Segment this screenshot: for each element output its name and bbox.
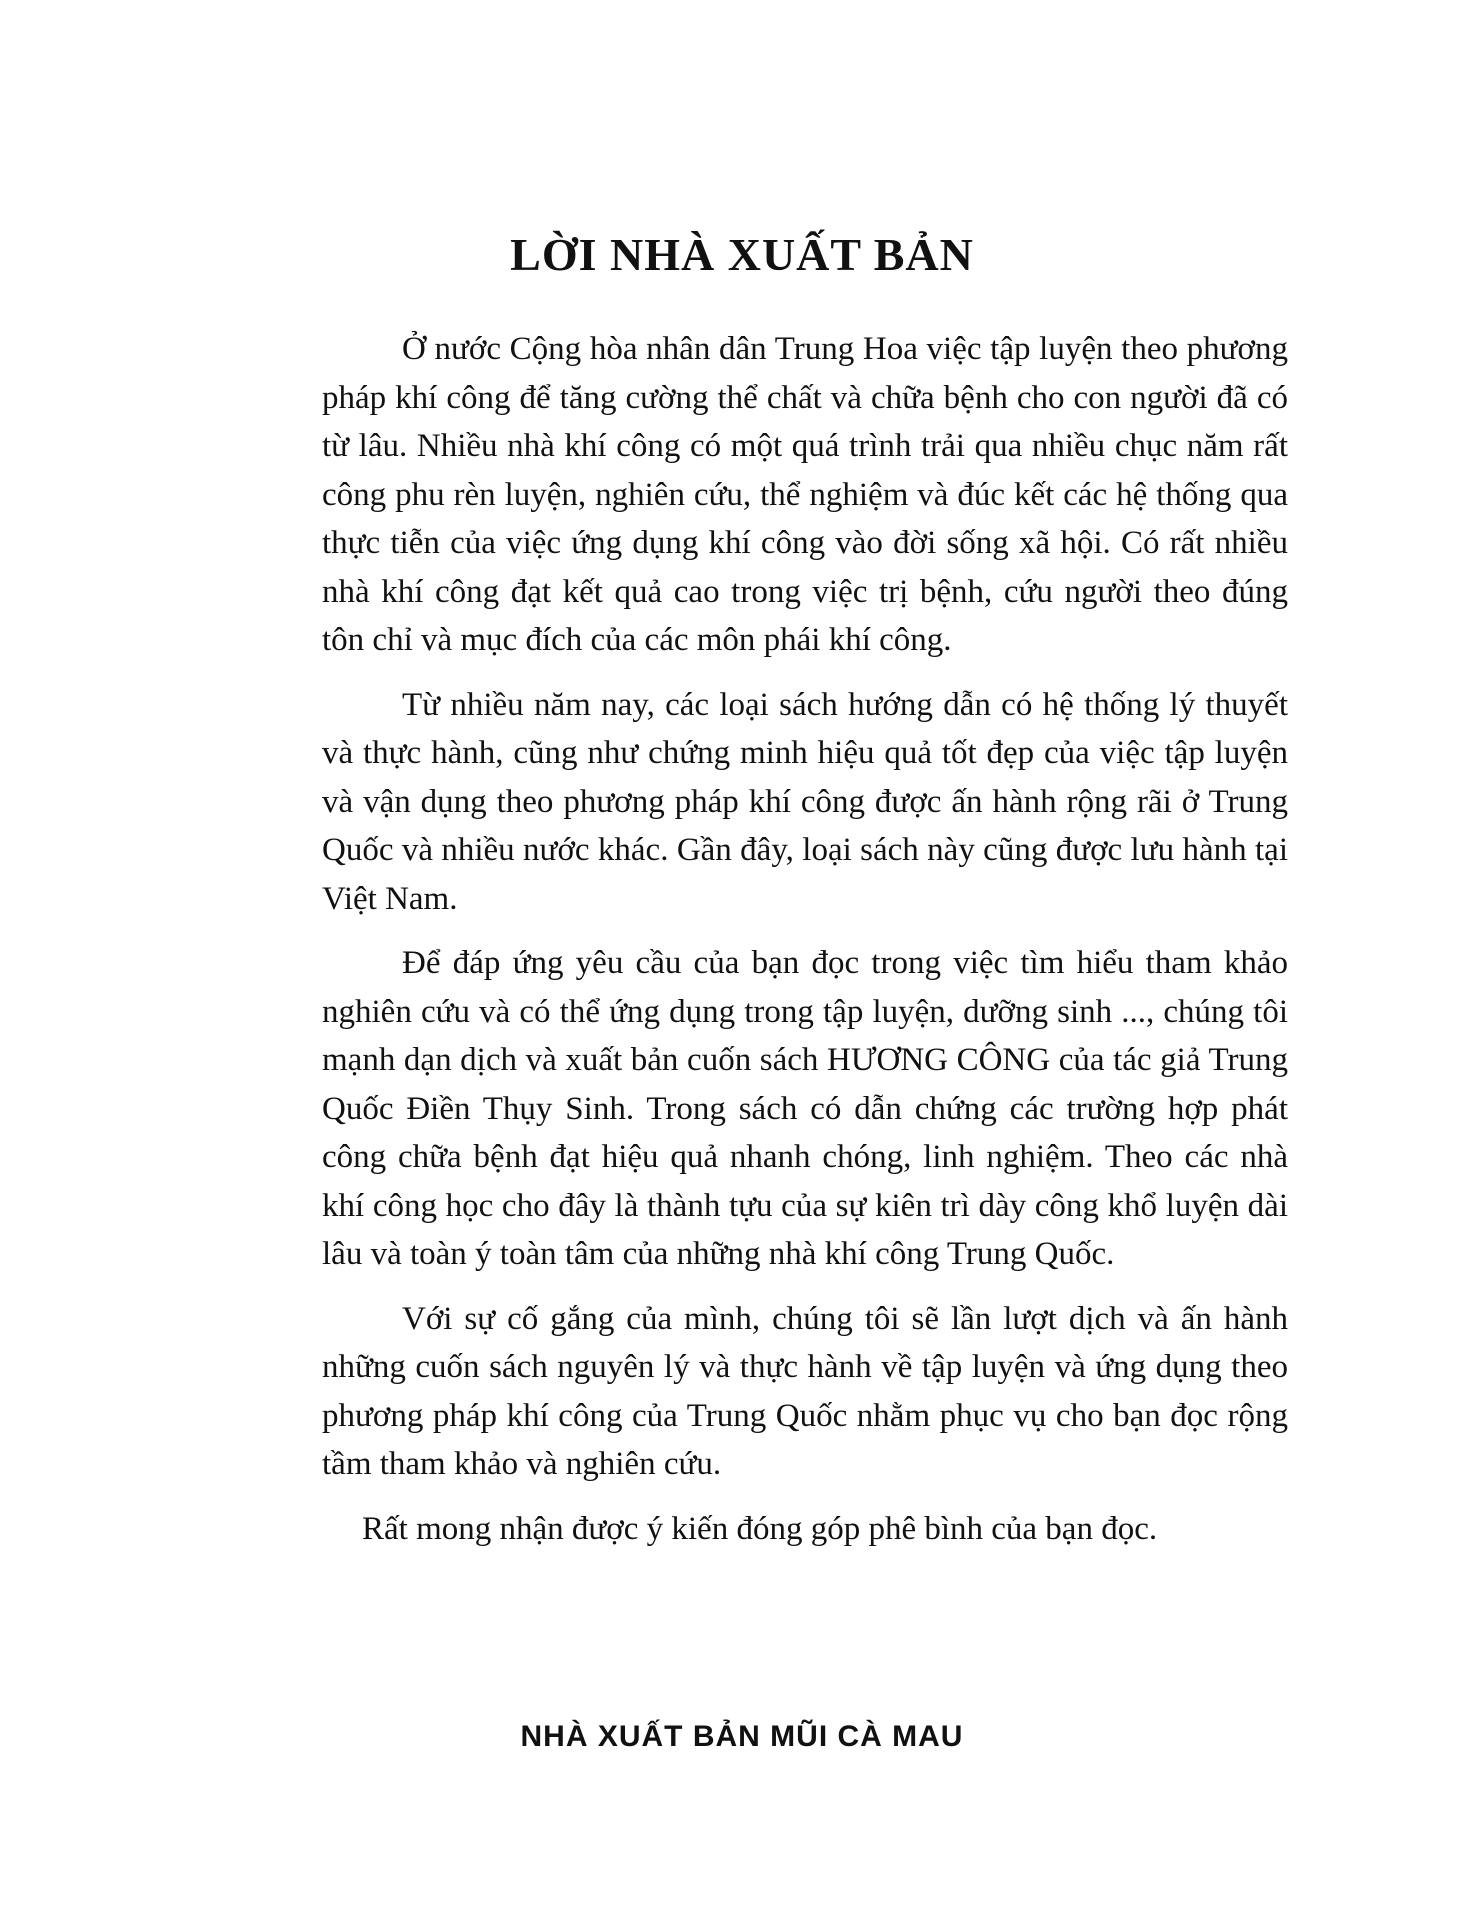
- publisher-signature: NHÀ XUẤT BẢN MŨI CÀ MAU: [520, 1720, 964, 1753]
- paragraph-1: Ở nước Cộng hòa nhân dân Trung Hoa việc tập luyện theo phương pháp khí công để tăng cường thể chất và chữa bệnh cho con người đã có từ lâu. Nhiều nhà khí công có một quá trình trải qua nhiều chục năm rất công phu rèn luyện, nghiên cứu, thể nghiệm và đúc kết các hệ thống qua thực tiễn của việc ứng dụng khí công vào đời sống xã hội. Có rất nhiều nhà khí công đạt kết quả cao trong việc trị bệnh, cứu người theo đúng tôn chỉ và mục đích của các môn phái khí công.: [322, 331, 1288, 658]
- paragraph-3: Để đáp ứng yêu cầu của bạn đọc trong việc tìm hiểu tham khảo nghiên cứu và có thể ứng dụng trong tập luyện, dưỡng sinh ..., chúng tôi mạnh dạn dịch và xuất bản cuốn sách HƯƠNG CÔNG của tác giả Trung Quốc Điền Thụy Sinh. Trong sách có dẫn chứng các trường hợp phát công chữa bệnh đạt hiệu quả nhanh chóng, linh nghiệm. Theo các nhà khí công học cho đây là thành tựu của sự kiên trì dày công khổ luyện dài lâu và toàn ý toàn tâm của những nhà khí công Trung Quốc.: [322, 945, 1288, 1272]
- page-title: LỜI NHÀ XUẤT BẢN: [510, 229, 974, 280]
- paragraph-2: Từ nhiều năm nay, các loại sách hướng dẫn có hệ thống lý thuyết và thực hành, cũng như chứng minh hiệu quả tốt đẹp của việc tập luyện và vận dụng theo phương pháp khí công được ấn hành rộng rãi ở Trung Quốc và nhiều nước khác. Gần đây, loại sách này cũng được lưu hành tại Việt Nam.: [322, 686, 1288, 917]
- paragraph-5: Rất mong nhận được ý kiến đóng góp phê bình của bạn đọc.: [362, 1510, 1158, 1547]
- paragraph-4: Với sự cố gắng của mình, chúng tôi sẽ lần lượt dịch và ấn hành những cuốn sách nguyên lý và thực hành về tập luyện và ứng dụng theo phương pháp khí công của Trung Quốc nhằm phục vụ cho bạn đọc rộng tầm tham khảo và nghiên cứu.: [322, 1300, 1288, 1482]
- preface-body: [322, 325, 1288, 1553]
